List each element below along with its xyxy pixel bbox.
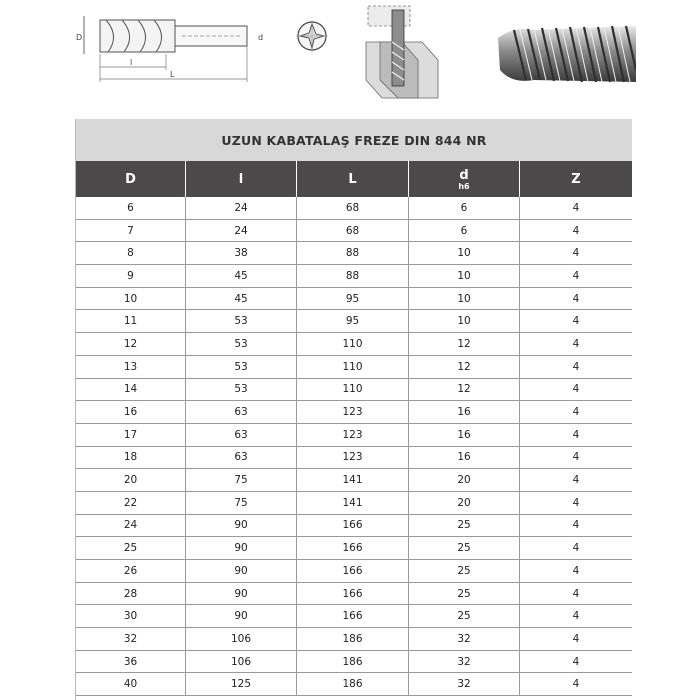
table-row xyxy=(76,242,632,265)
table-cell: 186 xyxy=(297,628,409,650)
table-row xyxy=(76,628,632,651)
table-cell: 4 xyxy=(572,428,580,441)
table-row xyxy=(76,492,632,515)
table-cell: 13 xyxy=(76,356,186,378)
table-cell: 25 xyxy=(409,515,520,537)
table-cell: 63 xyxy=(186,424,297,446)
table-cell: 4 xyxy=(572,224,580,237)
table-cell: 90 xyxy=(186,537,297,559)
dimension-label-d: d xyxy=(258,33,264,42)
table-cell: 25 xyxy=(409,560,520,582)
table-cell: 4 xyxy=(572,519,580,532)
table-cell: 24 xyxy=(186,197,297,219)
table-row xyxy=(76,197,632,220)
table-cell: 32 xyxy=(409,673,520,695)
table-cell: 38 xyxy=(186,242,297,264)
table-cell: 63 xyxy=(186,401,297,423)
table-cell: 12 xyxy=(409,379,520,401)
table-cell: 90 xyxy=(186,560,297,582)
table-cell: 106 xyxy=(186,628,297,650)
column-header-label: D xyxy=(125,171,136,187)
column-header-tolerance: h6 xyxy=(458,181,470,191)
table-cell: 110 xyxy=(297,333,409,355)
table-row xyxy=(76,651,632,674)
table-cell: 88 xyxy=(297,242,409,264)
table-cell: 20 xyxy=(409,492,520,514)
table-cell: 8 xyxy=(76,242,186,264)
table-cell: 110 xyxy=(297,379,409,401)
table-cell: 110 xyxy=(297,356,409,378)
table-header-row xyxy=(76,161,632,197)
table-cell: 25 xyxy=(409,583,520,605)
table-cell: 12 xyxy=(409,356,520,378)
table-cell: 90 xyxy=(186,583,297,605)
end-mill-end-view-drawing xyxy=(294,18,330,54)
table-cell: 40 xyxy=(76,673,186,695)
table-cell: 11 xyxy=(76,310,186,332)
table-cell: 63 xyxy=(186,447,297,469)
table-cell: 4 xyxy=(572,406,580,419)
table-cell: 14 xyxy=(76,379,186,401)
column-header-label: l xyxy=(238,171,244,187)
table-cell: 68 xyxy=(297,220,409,242)
table-body xyxy=(76,197,632,696)
table-cell: 95 xyxy=(297,288,409,310)
table-row xyxy=(76,469,632,492)
table-row xyxy=(76,310,632,333)
table-cell: 45 xyxy=(186,265,297,287)
column-header xyxy=(186,161,297,197)
table-cell: 32 xyxy=(409,628,520,650)
table-cell: 4 xyxy=(572,451,580,464)
table-cell: 4 xyxy=(572,632,580,645)
table-cell: 166 xyxy=(297,583,409,605)
table-cell: 4 xyxy=(572,610,580,623)
table-cell: 88 xyxy=(297,265,409,287)
table-cell: 10 xyxy=(409,288,520,310)
table-cell: 7 xyxy=(76,220,186,242)
table-cell: 10 xyxy=(409,310,520,332)
table-row xyxy=(76,265,632,288)
table-cell: 141 xyxy=(297,469,409,491)
specification-table xyxy=(75,119,632,700)
table-cell: 166 xyxy=(297,537,409,559)
table-cell: 16 xyxy=(409,447,520,469)
table-row xyxy=(76,288,632,311)
column-header-label: d xyxy=(459,167,469,183)
table-row xyxy=(76,673,632,696)
table-cell: 10 xyxy=(76,288,186,310)
table-cell: 10 xyxy=(409,242,520,264)
table-cell: 106 xyxy=(186,651,297,673)
table-row xyxy=(76,424,632,447)
column-header-label: L xyxy=(348,171,357,187)
table-cell: 53 xyxy=(186,333,297,355)
table-cell: 30 xyxy=(76,605,186,627)
table-cell: 25 xyxy=(76,537,186,559)
table-cell: 95 xyxy=(297,310,409,332)
table-cell: 125 xyxy=(186,673,297,695)
table-row xyxy=(76,333,632,356)
table-cell: 186 xyxy=(297,673,409,695)
table-cell: 32 xyxy=(409,651,520,673)
milling-operation-illustration xyxy=(362,2,442,102)
table-cell: 141 xyxy=(297,492,409,514)
column-header-label: Z xyxy=(571,171,581,187)
table-cell: 4 xyxy=(572,542,580,555)
table-cell: 4 xyxy=(572,201,580,214)
table-cell: 24 xyxy=(76,515,186,537)
table-cell: 32 xyxy=(76,628,186,650)
table-cell: 4 xyxy=(572,564,580,577)
table-cell: 4 xyxy=(572,315,580,328)
table-cell: 17 xyxy=(76,424,186,446)
table-row xyxy=(76,537,632,560)
table-cell: 16 xyxy=(409,424,520,446)
table-cell: 25 xyxy=(409,537,520,559)
table-row xyxy=(76,560,632,583)
column-header xyxy=(520,161,632,197)
table-cell: 4 xyxy=(572,383,580,396)
table-cell: 90 xyxy=(186,515,297,537)
table-cell: 12 xyxy=(76,333,186,355)
table-cell: 6 xyxy=(76,197,186,219)
table-row xyxy=(76,583,632,606)
table-cell: 4 xyxy=(572,360,580,373)
table-cell: 20 xyxy=(76,469,186,491)
table-cell: 28 xyxy=(76,583,186,605)
table-cell: 18 xyxy=(76,447,186,469)
dimension-label-l: l xyxy=(130,58,133,67)
table-cell: 90 xyxy=(186,605,297,627)
table-cell: 25 xyxy=(409,605,520,627)
table-row xyxy=(76,379,632,402)
table-cell: 123 xyxy=(297,424,409,446)
table-cell: 4 xyxy=(572,269,580,282)
table-cell: 4 xyxy=(572,496,580,509)
table-cell: 123 xyxy=(297,447,409,469)
table-cell: 4 xyxy=(572,655,580,668)
table-row xyxy=(76,220,632,243)
table-cell: 123 xyxy=(297,401,409,423)
table-row xyxy=(76,356,632,379)
table-cell: 22 xyxy=(76,492,186,514)
table-cell: 20 xyxy=(409,469,520,491)
table-cell: 75 xyxy=(186,469,297,491)
table-cell: 12 xyxy=(409,333,520,355)
table-cell: 10 xyxy=(409,265,520,287)
table-cell: 16 xyxy=(409,401,520,423)
table-cell: 75 xyxy=(186,492,297,514)
column-header xyxy=(409,161,520,197)
table-cell: 16 xyxy=(76,401,186,423)
end-mill-side-view-drawing xyxy=(70,10,290,85)
table-cell: 26 xyxy=(76,560,186,582)
table-cell: 6 xyxy=(409,220,520,242)
table-cell: 186 xyxy=(297,651,409,673)
table-cell: 4 xyxy=(572,587,580,600)
table-cell: 6 xyxy=(409,197,520,219)
table-cell: 45 xyxy=(186,288,297,310)
table-cell: 36 xyxy=(76,651,186,673)
column-header xyxy=(76,161,186,197)
table-row xyxy=(76,515,632,538)
dimension-label-D: D xyxy=(76,33,83,42)
table-cell: 53 xyxy=(186,356,297,378)
column-header xyxy=(297,161,409,197)
table-cell: 4 xyxy=(572,474,580,487)
table-cell: 24 xyxy=(186,220,297,242)
table-cell: 166 xyxy=(297,605,409,627)
table-row xyxy=(76,401,632,424)
table-cell: 4 xyxy=(572,247,580,260)
table-row xyxy=(76,447,632,470)
technical-drawings xyxy=(0,0,700,118)
table-cell: 166 xyxy=(297,560,409,582)
table-cell: 166 xyxy=(297,515,409,537)
table-cell: 9 xyxy=(76,265,186,287)
table-cell: 4 xyxy=(572,292,580,305)
dimension-label-L: L xyxy=(170,70,175,79)
table-row xyxy=(76,605,632,628)
table-cell: 4 xyxy=(572,337,580,350)
table-cell: 53 xyxy=(186,310,297,332)
table-cell: 53 xyxy=(186,379,297,401)
table-cell: 68 xyxy=(297,197,409,219)
table-cell: 4 xyxy=(572,678,580,691)
table-title: UZUN KABATALAŞ FREZE DIN 844 NR xyxy=(76,119,632,161)
end-mill-product-image xyxy=(494,20,636,90)
